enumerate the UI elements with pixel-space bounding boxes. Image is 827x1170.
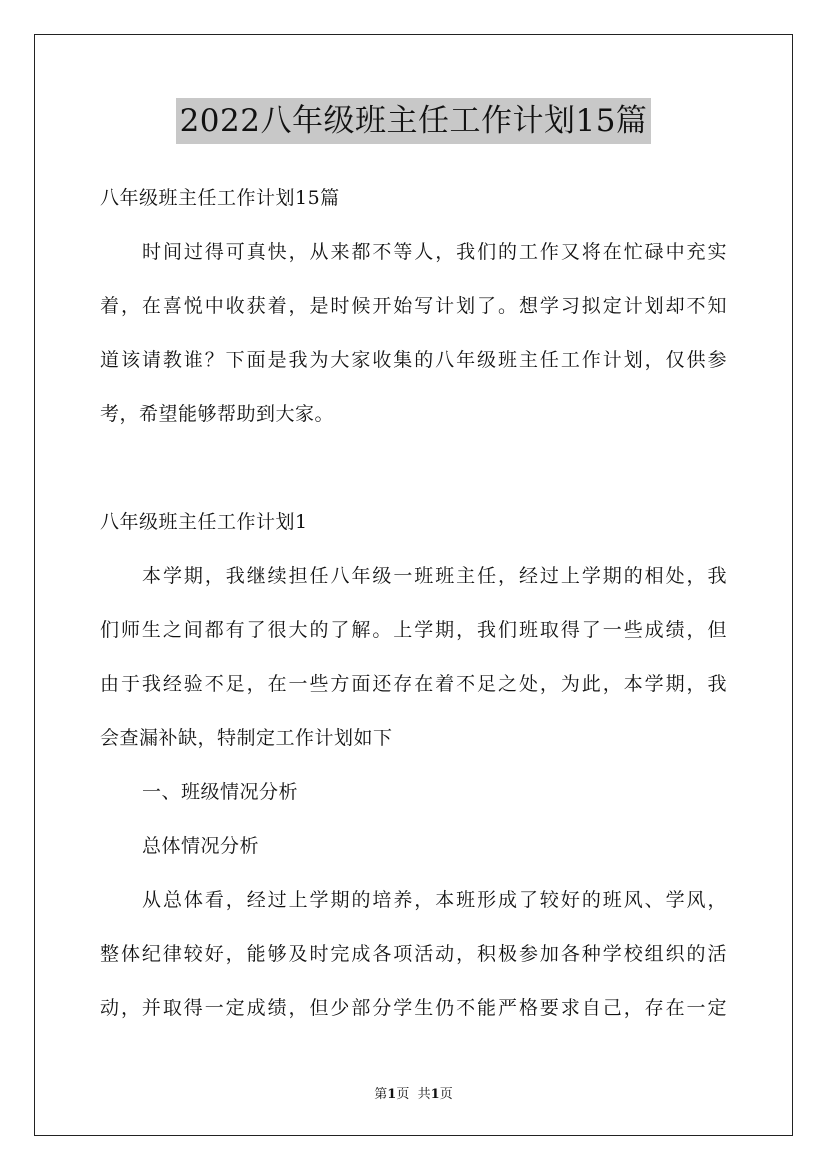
total-suffix: 页	[439, 1087, 453, 1102]
paragraph-line: 本学期，我继续担任八年级一班班主任，经过上学期的相处，我	[142, 565, 727, 587]
subheading: 总体情况分析	[142, 835, 260, 857]
intro-line: 时间过得可真快，从来都不等人，我们的工作又将在忙碌中充实	[142, 241, 727, 263]
paragraph-line: 由于我经验不足，在一些方面还存在着不足之处，为此，本学期，我	[100, 673, 727, 695]
document-subtitle: 八年级班主任工作计划15篇	[100, 187, 340, 209]
total-prefix: 共	[417, 1087, 431, 1102]
intro-line: 着，在喜悦中收获着，是时候开始写计划了。想学习拟定计划却不知	[100, 295, 727, 317]
section-heading: 八年级班主任工作计划1	[100, 511, 308, 533]
document-title: 2022八年级班主任工作计划15篇	[176, 98, 652, 144]
total-pages: 1	[430, 1087, 440, 1102]
title-area	[0, 98, 827, 144]
page-number: 1	[387, 1087, 397, 1102]
paragraph-line: 们师生之间都有了很大的了解。上学期，我们班取得了一些成绩，但	[100, 619, 727, 641]
page-suffix: 页	[396, 1087, 410, 1102]
paragraph-line: 会查漏补缺，特制定工作计划如下	[100, 727, 393, 749]
paragraph-line: 整体纪律较好，能够及时完成各项活动，积极参加各种学校组织的活	[100, 943, 727, 965]
page-prefix: 第	[374, 1087, 388, 1102]
page-footer	[0, 1083, 827, 1102]
paragraph-line: 从总体看，经过上学期的培养，本班形成了较好的班风、学风，	[142, 889, 727, 911]
intro-line: 道该请教谁？下面是我为大家收集的八年级班主任工作计划，仅供参	[100, 349, 727, 371]
paragraph-line: 动，并取得一定成绩，但少部分学生仍不能严格要求自己，存在一定	[100, 997, 727, 1019]
blank-line	[100, 441, 727, 495]
subheading: 一、班级情况分析	[142, 781, 299, 803]
document-body	[100, 171, 727, 1035]
intro-line: 考，希望能够帮助到大家。	[100, 403, 335, 425]
